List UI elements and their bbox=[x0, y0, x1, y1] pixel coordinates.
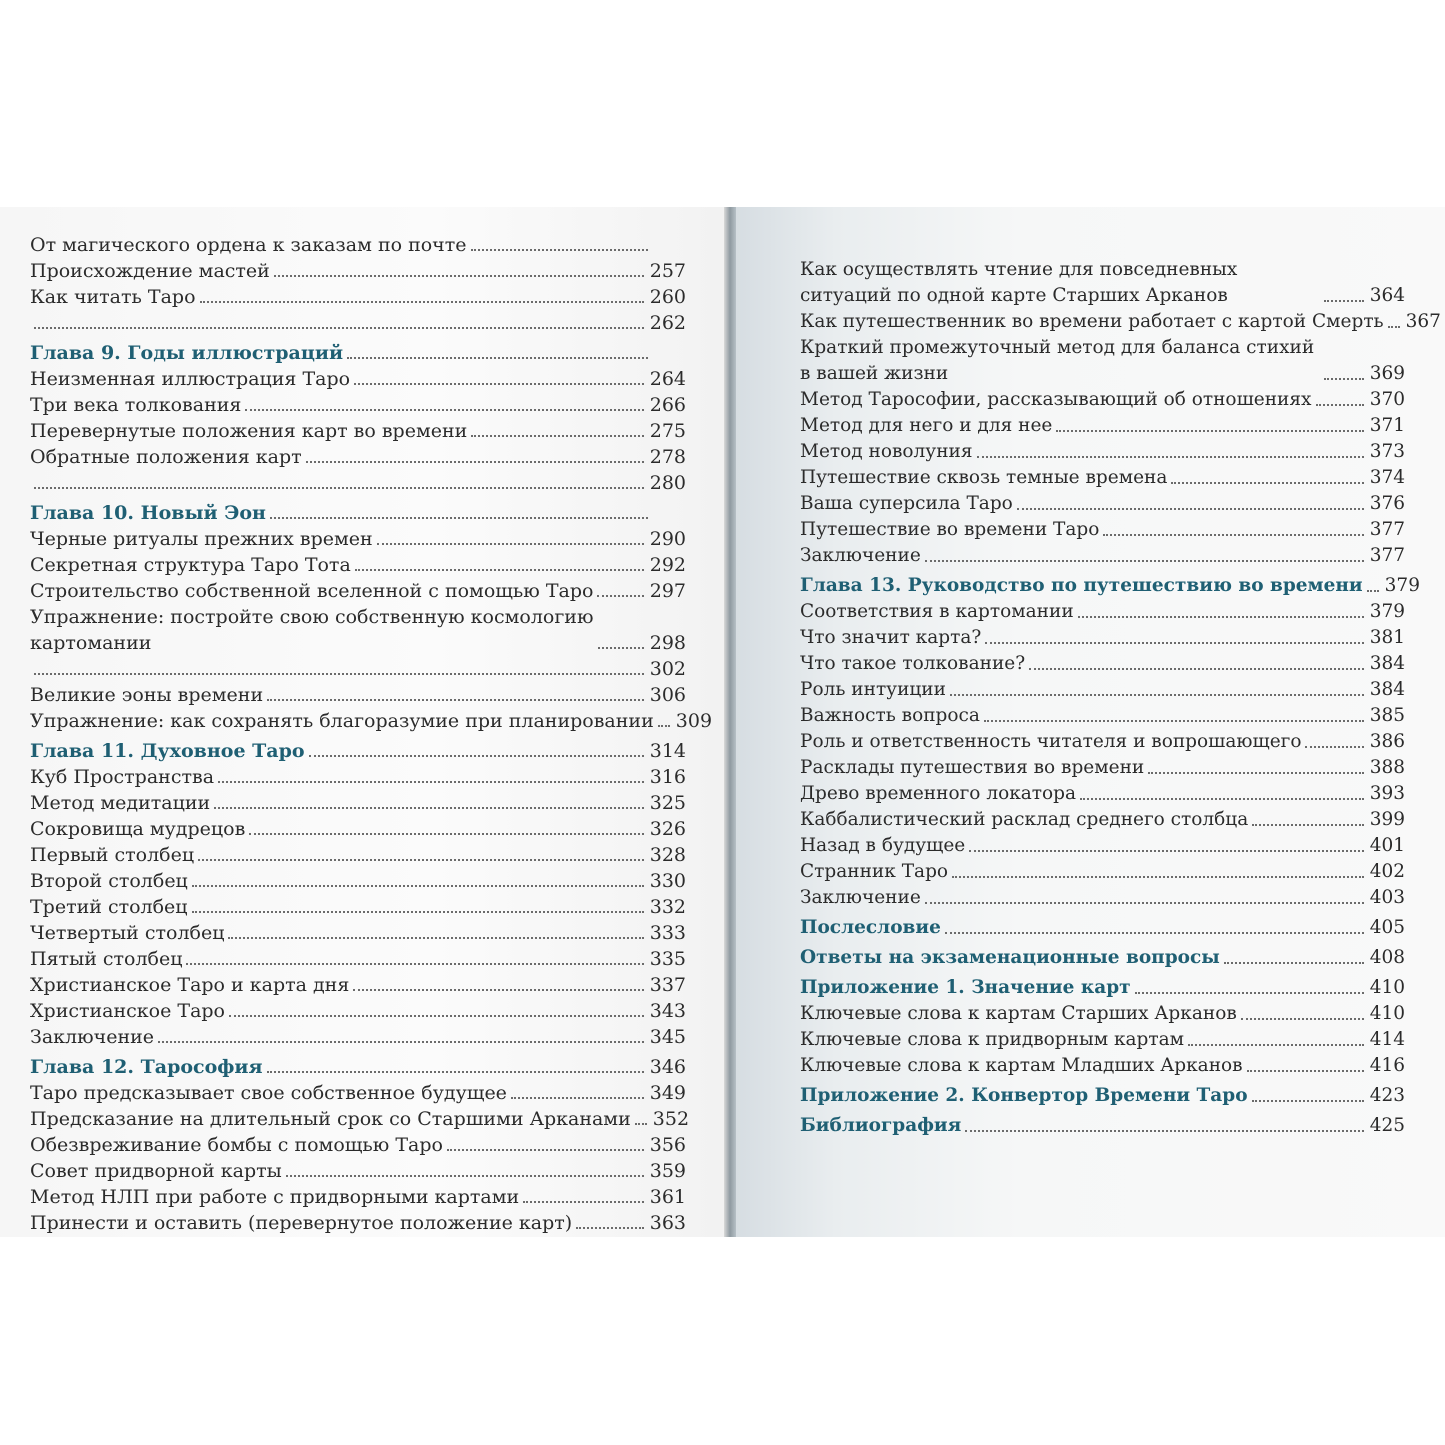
toc-entry-page-number: 388 bbox=[1369, 757, 1405, 778]
dot-leader bbox=[984, 710, 1364, 722]
toc-entry-title: Обратные положения карт bbox=[30, 446, 302, 468]
toc-entry-page-number: 410 bbox=[1369, 977, 1405, 998]
toc-entry-title: Путешествие сквозь темные времена bbox=[800, 467, 1168, 488]
toc-entry bbox=[30, 1184, 686, 1210]
toc-entry bbox=[800, 517, 1405, 543]
toc-list-right bbox=[800, 257, 1441, 1139]
toc-entry-title: Заключение bbox=[30, 1026, 155, 1048]
dot-leader bbox=[597, 585, 643, 597]
dot-leader bbox=[1305, 736, 1363, 748]
toc-entry-page-number: 292 bbox=[649, 554, 686, 576]
toc-entry-page-number: 330 bbox=[649, 870, 686, 892]
toc-entry bbox=[30, 470, 686, 496]
toc-entry-page-number: 385 bbox=[1369, 705, 1405, 726]
toc-entry-page-number: 302 bbox=[649, 658, 686, 680]
toc-entry bbox=[800, 439, 1405, 465]
toc-entry-page-number: 262 bbox=[649, 312, 686, 334]
toc-entry-title: Метод медитации bbox=[30, 792, 211, 814]
dot-leader bbox=[1247, 1060, 1364, 1072]
toc-entry-title: Библиография bbox=[800, 1115, 962, 1136]
toc-entry bbox=[800, 387, 1405, 413]
toc-entry bbox=[30, 392, 686, 418]
toc-entry bbox=[800, 625, 1405, 651]
toc-entry-page-number: 384 bbox=[1369, 679, 1405, 700]
toc-entry-title: Как осуществлять чтение для повседневных ситуаций по одной карте Старших Арканов bbox=[800, 259, 1238, 306]
toc-entry bbox=[800, 599, 1405, 625]
toc-entry-title: Как читать Таро bbox=[30, 286, 196, 308]
toc-entry-page-number: 325 bbox=[649, 792, 686, 814]
toc-entry bbox=[30, 682, 686, 708]
toc-entry-title: Предсказание на длительный срок со Старшими Арканами bbox=[30, 1108, 631, 1130]
dot-leader bbox=[1324, 368, 1363, 380]
toc-entry bbox=[800, 257, 1405, 309]
toc-entry-page-number: 316 bbox=[649, 766, 686, 788]
toc-entry bbox=[800, 491, 1405, 517]
toc-entry-page-number: 374 bbox=[1369, 467, 1405, 488]
toc-entry bbox=[30, 578, 686, 604]
toc-entry-title: Второй столбец bbox=[30, 870, 188, 892]
toc-chapter-entry bbox=[30, 738, 686, 764]
toc-entry-title: Христианское Таро и карта дня bbox=[30, 974, 350, 996]
dot-leader bbox=[228, 927, 643, 939]
toc-entry-title: Строительство собственной вселенной с помощью Таро bbox=[30, 580, 594, 602]
dot-leader bbox=[245, 399, 643, 411]
toc-entry-page-number: 352 bbox=[652, 1108, 690, 1130]
toc-entry-page-number: 290 bbox=[649, 528, 686, 550]
toc-entry-title: Ключевые слова к картам Младших Арканов bbox=[800, 1055, 1243, 1076]
dot-leader bbox=[925, 892, 1364, 904]
toc-entry-title: Великие эоны времени bbox=[30, 684, 264, 706]
toc-entry bbox=[800, 651, 1405, 677]
dot-leader bbox=[274, 265, 644, 277]
toc-entry bbox=[800, 543, 1405, 569]
toc-entry-page-number: 403 bbox=[1369, 887, 1405, 908]
toc-entry-title: Упражнение: постройте свою собственную космологию картомании bbox=[30, 606, 594, 654]
toc-entry-title: Роль и ответственность читателя и вопрошающего bbox=[800, 731, 1302, 752]
toc-entry-title: Ответы на экзаменационные вопросы bbox=[800, 947, 1220, 968]
toc-entry-page-number: 309 bbox=[675, 710, 713, 732]
toc-entry bbox=[30, 1080, 686, 1106]
dot-leader bbox=[658, 715, 670, 727]
toc-entry bbox=[30, 552, 686, 578]
dot-leader bbox=[635, 1113, 647, 1125]
dot-leader bbox=[218, 771, 644, 783]
toc-entry-title: Четвертый столбец bbox=[30, 922, 225, 944]
toc-entry bbox=[800, 465, 1405, 491]
toc-entry-title: Куб Пространства bbox=[30, 766, 215, 788]
dot-leader bbox=[200, 291, 644, 303]
toc-entry bbox=[800, 833, 1405, 859]
toc-entry-page-number: 260 bbox=[649, 286, 686, 308]
dot-leader bbox=[270, 507, 648, 519]
toc-entry-page-number: 371 bbox=[1369, 415, 1405, 436]
dot-leader bbox=[267, 689, 644, 701]
dot-leader bbox=[1388, 316, 1400, 328]
dot-leader bbox=[447, 1139, 644, 1151]
dot-leader bbox=[354, 373, 644, 385]
dot-leader bbox=[471, 239, 649, 251]
dot-leader bbox=[1224, 952, 1364, 964]
toc-entry bbox=[30, 656, 686, 682]
toc-entry-page-number: 346 bbox=[649, 1056, 686, 1078]
dot-leader bbox=[523, 1191, 644, 1203]
dot-leader bbox=[977, 446, 1364, 458]
toc-entry-title: Древо временного локатора bbox=[800, 783, 1077, 804]
toc-entry-title: Роль интуиции bbox=[800, 679, 946, 700]
toc-entry-title: Происхождение мастей bbox=[30, 260, 270, 282]
toc-entry bbox=[800, 729, 1405, 755]
toc-entry-page-number: 356 bbox=[649, 1134, 686, 1156]
dot-leader bbox=[347, 347, 648, 359]
dot-leader bbox=[1171, 472, 1363, 484]
toc-entry-title: Назад в будущее bbox=[800, 835, 966, 856]
dot-leader bbox=[1080, 788, 1364, 800]
toc-entry-title: Ваша суперсила Таро bbox=[800, 493, 1013, 514]
toc-entry-title: Каббалистический расклад среднего столбца bbox=[800, 809, 1249, 830]
toc-entry-title: Обезвреживание бомбы с помощью Таро bbox=[30, 1134, 443, 1156]
toc-entry bbox=[800, 703, 1405, 729]
right-page bbox=[736, 207, 1445, 1237]
toc-entry-page-number: 359 bbox=[649, 1160, 686, 1182]
toc-entry bbox=[30, 366, 686, 392]
dot-leader bbox=[198, 849, 644, 861]
toc-entry-page-number: 275 bbox=[649, 420, 686, 442]
toc-chapter-entry bbox=[800, 975, 1405, 1001]
toc-entry-title: Заключение bbox=[800, 545, 921, 566]
toc-entry bbox=[30, 604, 686, 656]
toc-entry-title: Упражнение: как сохранять благоразумие при планировании bbox=[30, 710, 654, 732]
toc-entry-title: Глава 11. Духовное Таро bbox=[30, 740, 305, 762]
toc-entry-title: Краткий промежуточный метод для баланса стихий в вашей жизни bbox=[800, 337, 1315, 384]
toc-entry bbox=[30, 310, 686, 336]
dot-leader bbox=[34, 663, 644, 675]
toc-entry-title: Соответствия в картомании bbox=[800, 601, 1074, 622]
toc-entry-page-number: 367 bbox=[1405, 311, 1441, 332]
toc-entry-title: Секретная структура Таро Тота bbox=[30, 554, 351, 576]
toc-entry-page-number: 345 bbox=[649, 1026, 686, 1048]
dot-leader bbox=[1148, 762, 1363, 774]
toc-entry-page-number: 306 bbox=[649, 684, 686, 706]
toc-entry bbox=[30, 1106, 690, 1132]
dot-leader bbox=[1367, 580, 1379, 592]
toc-entry bbox=[800, 1053, 1405, 1079]
toc-entry bbox=[30, 444, 686, 470]
toc-entry bbox=[30, 972, 686, 998]
toc-entry-title: От магического ордена к заказам по почте bbox=[30, 234, 467, 256]
dot-leader bbox=[1252, 1090, 1364, 1102]
toc-entry bbox=[800, 677, 1405, 703]
toc-entry-title: Приложение 1. Значение карт bbox=[800, 977, 1131, 998]
toc-entry-page-number: 384 bbox=[1369, 653, 1405, 674]
toc-entry-title: Перевернутые положения карт во времени bbox=[30, 420, 468, 442]
toc-entry-page-number: 328 bbox=[649, 844, 686, 866]
toc-entry-title: Первый столбец bbox=[30, 844, 195, 866]
toc-chapter-entry bbox=[30, 340, 686, 366]
toc-entry-title: Метод для него и для нее bbox=[800, 415, 1053, 436]
toc-entry-page-number: 377 bbox=[1369, 519, 1405, 540]
dot-leader bbox=[286, 1165, 644, 1177]
toc-entry-page-number: 379 bbox=[1384, 575, 1420, 596]
toc-entry-title: Третий столбец bbox=[30, 896, 188, 918]
toc-entry-page-number: 298 bbox=[649, 632, 686, 654]
toc-entry-title: Путешествие во времени Таро bbox=[800, 519, 1100, 540]
dot-leader bbox=[192, 901, 644, 913]
toc-entry-title: Глава 9. Годы иллюстраций bbox=[30, 342, 344, 364]
dot-leader bbox=[925, 550, 1364, 562]
toc-entry-page-number: 393 bbox=[1369, 783, 1405, 804]
toc-entry-title: Ключевые слова к картам Старших Арканов bbox=[800, 1003, 1237, 1024]
dot-leader bbox=[1078, 606, 1364, 618]
toc-entry-page-number: 266 bbox=[649, 394, 686, 416]
toc-entry-page-number: 369 bbox=[1369, 363, 1405, 384]
toc-entry bbox=[30, 920, 686, 946]
toc-entry-title: Христианское Таро bbox=[30, 1000, 226, 1022]
dot-leader bbox=[229, 1005, 644, 1017]
toc-entry-title: Глава 10. Новый Эон bbox=[30, 502, 266, 524]
toc-entry bbox=[30, 790, 686, 816]
toc-entry-title: Сокровища мудрецов bbox=[30, 818, 246, 840]
dot-leader bbox=[192, 875, 644, 887]
toc-entry bbox=[30, 998, 686, 1024]
toc-entry-title: Заключение bbox=[800, 887, 921, 908]
toc-chapter-entry bbox=[800, 915, 1405, 941]
dot-leader bbox=[158, 1031, 644, 1043]
toc-entry bbox=[30, 842, 686, 868]
toc-entry-title: Глава 13. Руководство по путешествию во времени bbox=[800, 575, 1363, 596]
toc-entry-page-number: 423 bbox=[1369, 1085, 1405, 1106]
toc-entry-page-number: 376 bbox=[1369, 493, 1405, 514]
toc-entry-page-number: 410 bbox=[1369, 1003, 1405, 1024]
toc-entry-page-number: 349 bbox=[649, 1082, 686, 1104]
dot-leader bbox=[950, 684, 1364, 696]
toc-entry bbox=[800, 807, 1405, 833]
dot-leader bbox=[306, 451, 644, 463]
dot-leader bbox=[985, 632, 1363, 644]
toc-entry bbox=[30, 1024, 686, 1050]
toc-entry bbox=[800, 1001, 1405, 1027]
toc-entry-page-number: 386 bbox=[1369, 731, 1405, 752]
book-gutter bbox=[724, 207, 736, 1237]
toc-entry bbox=[800, 335, 1405, 387]
dot-leader bbox=[511, 1087, 644, 1099]
toc-entry-page-number: 414 bbox=[1369, 1029, 1405, 1050]
toc-entry-title: Глава 12. Тарософия bbox=[30, 1056, 263, 1078]
toc-entry-page-number: 377 bbox=[1369, 545, 1405, 566]
toc-entry-title: Метод новолуния bbox=[800, 441, 973, 462]
toc-entry-page-number: 425 bbox=[1369, 1115, 1405, 1136]
toc-entry-page-number: 416 bbox=[1369, 1055, 1405, 1076]
dot-leader bbox=[1103, 524, 1363, 536]
dot-leader bbox=[355, 559, 644, 571]
toc-entry-title: Неизменная иллюстрация Таро bbox=[30, 368, 351, 390]
toc-entry-title: Приложение 2. Конвертор Времени Таро bbox=[800, 1085, 1248, 1106]
dot-leader bbox=[1316, 394, 1364, 406]
toc-entry-page-number: 332 bbox=[649, 896, 686, 918]
dot-leader bbox=[186, 953, 643, 965]
toc-entry bbox=[30, 1158, 686, 1184]
toc-entry bbox=[30, 232, 686, 258]
toc-list-left bbox=[30, 232, 713, 1236]
dot-leader bbox=[471, 425, 643, 437]
toc-entry-page-number: 401 bbox=[1369, 835, 1405, 856]
toc-entry-page-number: 257 bbox=[649, 260, 686, 282]
dot-leader bbox=[214, 797, 644, 809]
toc-entry-page-number: 405 bbox=[1369, 917, 1405, 938]
toc-entry-title: Что значит карта? bbox=[800, 627, 982, 648]
toc-entry bbox=[30, 816, 686, 842]
toc-entry-page-number: 373 bbox=[1369, 441, 1405, 462]
toc-entry bbox=[30, 1132, 686, 1158]
dot-leader bbox=[945, 922, 1364, 934]
toc-entry-title: Ключевые слова к придворным картам bbox=[800, 1029, 1185, 1050]
toc-entry-title: Странник Таро bbox=[800, 861, 949, 882]
toc-entry-title: Черные ритуалы прежних времен bbox=[30, 528, 373, 550]
dot-leader bbox=[1241, 1008, 1364, 1020]
toc-entry bbox=[800, 885, 1405, 911]
left-page bbox=[0, 207, 724, 1237]
dot-leader bbox=[249, 823, 643, 835]
toc-entry bbox=[800, 781, 1405, 807]
toc-entry bbox=[30, 258, 686, 284]
toc-entry-page-number: 280 bbox=[649, 472, 686, 494]
toc-entry bbox=[800, 859, 1405, 885]
toc-entry bbox=[30, 708, 713, 734]
dot-leader bbox=[34, 317, 644, 329]
toc-entry bbox=[800, 1027, 1405, 1053]
toc-entry-page-number: 335 bbox=[649, 948, 686, 970]
toc-chapter-entry bbox=[30, 500, 686, 526]
dot-leader bbox=[952, 866, 1364, 878]
dot-leader bbox=[1135, 982, 1364, 994]
toc-entry bbox=[30, 868, 686, 894]
toc-entry-title: Метод Тарософии, рассказывающий об отношениях bbox=[800, 389, 1312, 410]
toc-entry-page-number: 364 bbox=[1369, 285, 1405, 306]
toc-entry-title: Как путешественник во времени работает с картой Смерть bbox=[800, 311, 1384, 332]
dot-leader bbox=[353, 979, 643, 991]
toc-entry-page-number: 361 bbox=[649, 1186, 686, 1208]
dot-leader bbox=[1017, 498, 1364, 510]
dot-leader bbox=[1029, 658, 1364, 670]
dot-leader bbox=[377, 533, 644, 545]
toc-chapter-entry bbox=[800, 945, 1405, 971]
toc-entry-page-number: 381 bbox=[1369, 627, 1405, 648]
dot-leader bbox=[1324, 290, 1363, 302]
toc-entry bbox=[30, 526, 686, 552]
toc-entry-title: Таро предсказывает свое собственное будущее bbox=[30, 1082, 507, 1104]
toc-entry-title: Совет придворной карты bbox=[30, 1160, 282, 1182]
toc-entry bbox=[30, 894, 686, 920]
toc-entry-page-number: 343 bbox=[649, 1000, 686, 1022]
toc-entry-page-number: 297 bbox=[649, 580, 686, 602]
dot-leader bbox=[1056, 420, 1363, 432]
dot-leader bbox=[965, 1120, 1363, 1132]
dot-leader bbox=[34, 477, 644, 489]
dot-leader bbox=[1252, 814, 1363, 826]
toc-entry-page-number: 363 bbox=[649, 1212, 686, 1234]
toc-entry-page-number: 337 bbox=[649, 974, 686, 996]
toc-entry-title: Послесловие bbox=[800, 917, 941, 938]
toc-entry-page-number: 399 bbox=[1369, 809, 1405, 830]
dot-leader bbox=[598, 637, 644, 649]
toc-chapter-entry bbox=[800, 573, 1420, 599]
toc-entry-title: Метод НЛП при работе с придворными картами bbox=[30, 1186, 520, 1208]
toc-entry-title: Что такое толкование? bbox=[800, 653, 1026, 674]
toc-entry-title: Три века толкования bbox=[30, 394, 242, 416]
toc-entry bbox=[30, 764, 686, 790]
toc-entry-page-number: 264 bbox=[649, 368, 686, 390]
toc-entry bbox=[30, 418, 686, 444]
toc-chapter-entry bbox=[800, 1113, 1405, 1139]
toc-entry bbox=[800, 309, 1441, 335]
toc-entry-page-number: 333 bbox=[649, 922, 686, 944]
dot-leader bbox=[309, 745, 644, 757]
dot-leader bbox=[576, 1217, 644, 1229]
dot-leader bbox=[1188, 1034, 1364, 1046]
toc-entry-page-number: 370 bbox=[1369, 389, 1405, 410]
dot-leader bbox=[267, 1061, 644, 1073]
toc-entry-page-number: 408 bbox=[1369, 947, 1405, 968]
toc-entry-page-number: 402 bbox=[1369, 861, 1405, 882]
toc-entry-title: Принести и оставить (перевернутое положение карт) bbox=[30, 1212, 573, 1234]
toc-chapter-entry bbox=[30, 1054, 686, 1080]
toc-entry bbox=[30, 946, 686, 972]
toc-chapter-entry bbox=[800, 1083, 1405, 1109]
toc-entry-title: Пятый столбец bbox=[30, 948, 183, 970]
toc-entry bbox=[800, 413, 1405, 439]
toc-entry-title: Расклады путешествия во времени bbox=[800, 757, 1145, 778]
toc-entry-page-number: 379 bbox=[1369, 601, 1405, 622]
toc-entry-page-number: 314 bbox=[649, 740, 686, 762]
toc-entry bbox=[30, 284, 686, 310]
toc-entry bbox=[800, 755, 1405, 781]
toc-entry-page-number: 326 bbox=[649, 818, 686, 840]
dot-leader bbox=[969, 840, 1363, 852]
toc-entry-page-number: 278 bbox=[649, 446, 686, 468]
toc-entry bbox=[30, 1210, 686, 1236]
toc-entry-title: Важность вопроса bbox=[800, 705, 980, 726]
